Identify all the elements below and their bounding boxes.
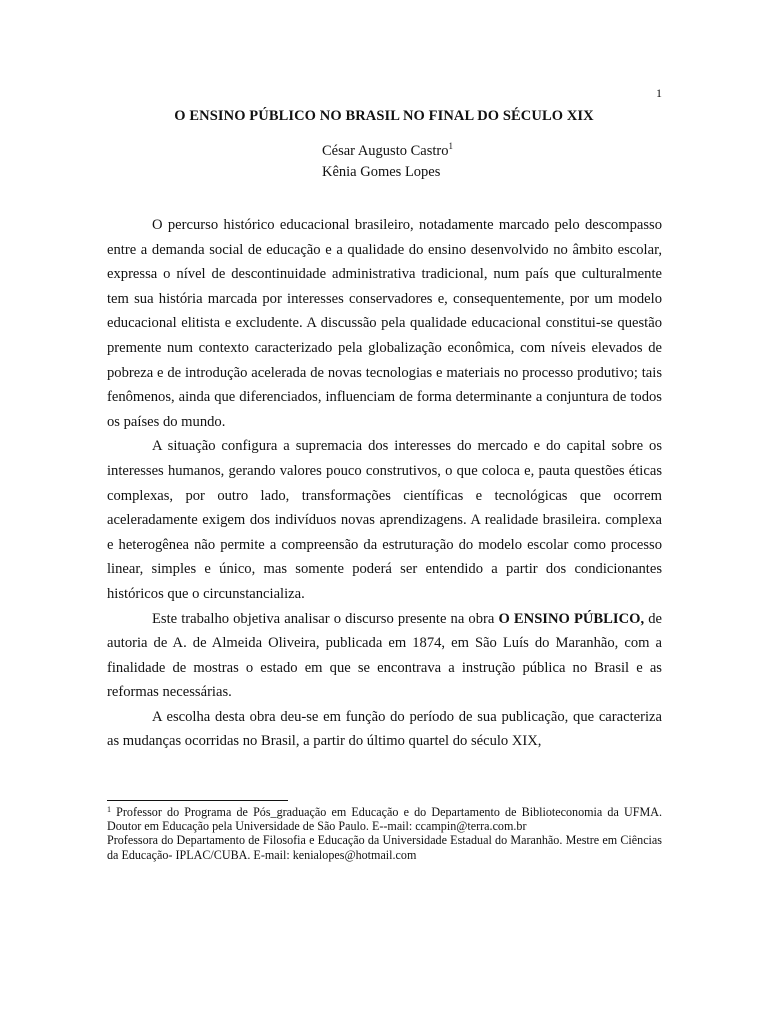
footnote-1: [107, 805, 662, 833]
body-text: [107, 213, 662, 754]
paragraph-1: O percurso histórico educacional brasileiro, notadamente marcado pelo descompasso entre a demanda social de educação e a qualidade do ensino desenvolvido no âmbito escolar, expressa o nível de descontinuidade administrativa tradicional, num país que culturalmente tem sua história marcada por interesses conservadores e, consequentemente, por um modelo educacional elitista e excludente. A discussão pela qualidade educacional constitui-se questão premente num contexto caracterizado pela globalização econômica, com níveis elevados de pobreza e de introdução acelerada de novas tecnologias e materiais no processo produtivo; tais fenômenos, ainda que diferenciados, influenciam de forma determinante a conjuntura de todos os países do mundo.: [107, 217, 662, 430]
paragraph-3-text-end: de autoria de A. de Almeida Oliveira, publicada em 1874, em São Luís do Maranhão, com a finalidade de mostras o estado em que se encontrava a instrução pública no Brasil e as reformas necessárias.: [107, 610, 662, 701]
footnote-reference[interactable]: 1: [448, 141, 453, 151]
author-name: [322, 141, 453, 162]
author-name: [322, 162, 453, 183]
author-block: [322, 141, 453, 183]
author-2-name: Kênia Gomes Lopes: [322, 164, 441, 180]
footnote-1-text: Professor do Programa de Pós_graduação em Educação e do Departamento de Biblioteconomia da UFMA. Doutor em Educação pela Universidade de São Paulo. E--mail: ccampin@terra.com.br: [107, 805, 662, 834]
paragraph-4: A escolha desta obra deu-se em função do período de sua publicação, que caracteriza as mudanças ocorridas no Brasil, a partir do último quartel do século XIX,: [107, 708, 662, 750]
paragraph-2: A situação configura a supremacia dos interesses do mercado e do capital sobre os interesses humanos, gerando valores pouco construtivos, o que coloca e, pauta questões éticas complexas, por outro lado, transformações científicas e tecnológicas que ocorrem aceleradamente exigem dos indivíduos novas aprendizagens. A realidade brasileira. complexa e heterogênea não permite a compreensão da estruturação do modelo escolar como processo linear, simples e único, mas somente poderá ser entendido a partir dos condicionantes históricos que o circunstancializa.: [107, 438, 662, 602]
footnotes: [107, 805, 662, 862]
paragraph-3-text-start: Este trabalho objetiva analisar o discurso presente na obra: [152, 610, 499, 627]
footnote-2: Professora do Departamento de Filosofia e Educação da Universidade Estadual do Maranhão. Mestre em Ciências da Educação- IPLAC/CUBA. E-mail: kenialopes@hotmail.com: [107, 833, 662, 862]
footnote-mark: 1: [107, 805, 111, 814]
page-number: 1: [656, 86, 662, 100]
paragraph-3: [107, 607, 662, 705]
author-1-name: César Augusto Castro: [322, 143, 449, 159]
document-title: O ENSINO PÚBLICO NO BRASIL NO FINAL DO SÉCULO XIX: [174, 108, 594, 124]
book-title-emphasis: O ENSINO PÚBLICO,: [498, 610, 645, 627]
footnote-separator: [107, 800, 288, 801]
